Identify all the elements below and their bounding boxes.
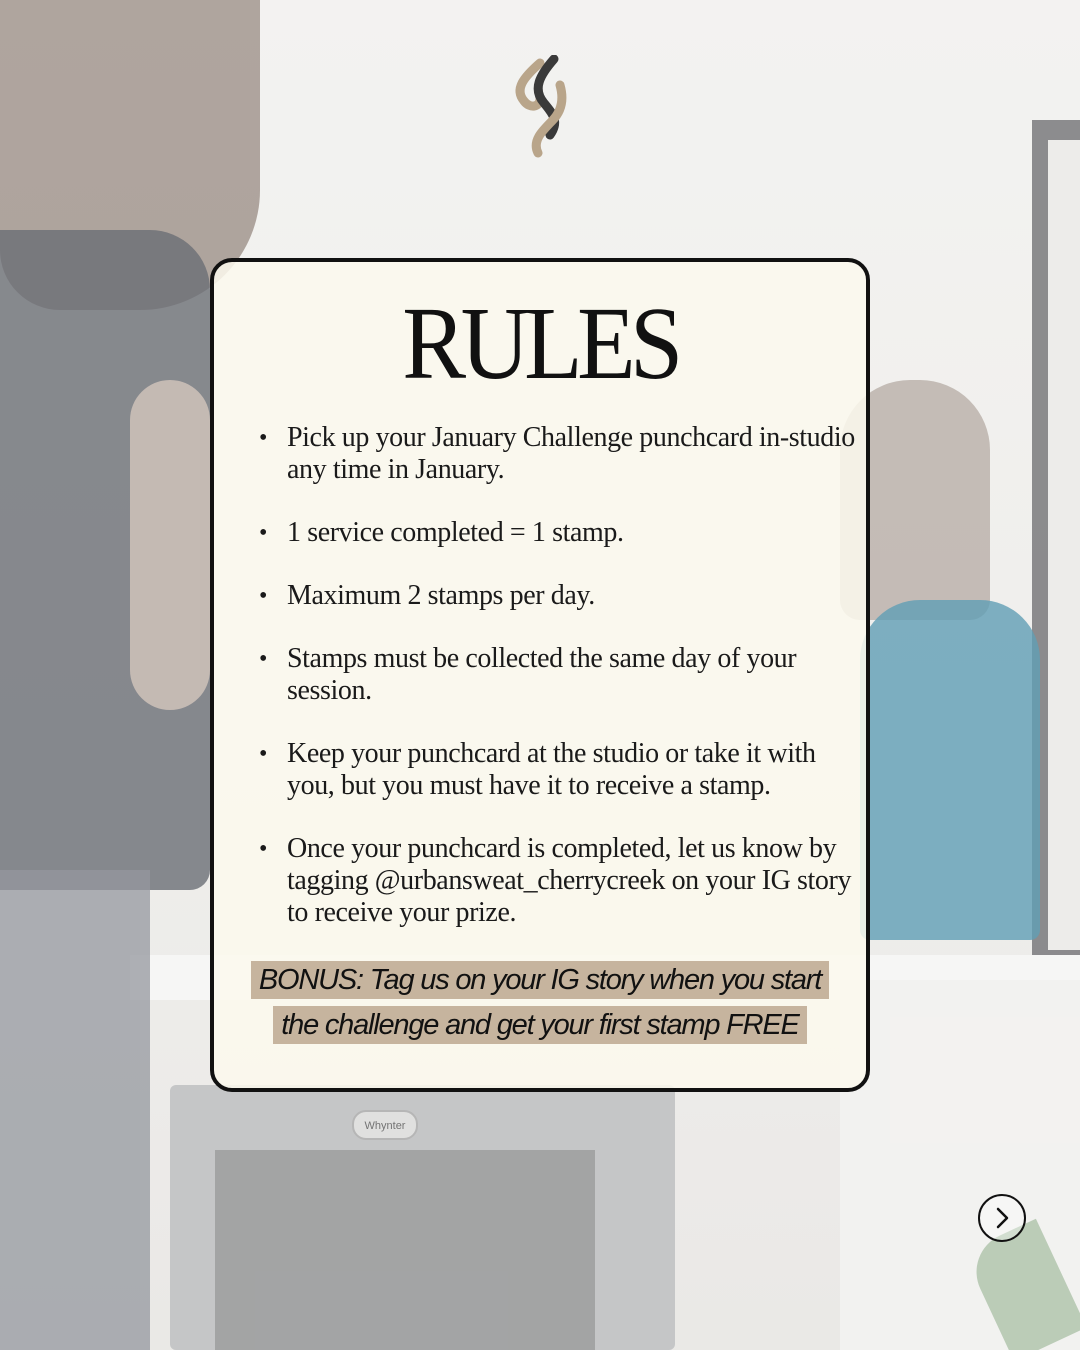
rule-item: • Pick up your January Challenge punchcard in-studio any time in January. <box>259 422 859 486</box>
rule-item: • Once your punchcard is completed, let us know by tagging @urbansweat_cherrycreek on your IG story to receive your prize. <box>259 833 859 929</box>
rules-title: RULES <box>402 286 678 401</box>
bonus-text: BONUS: Tag us on your IG story when you start the challenge and get your first stamp FREE <box>251 961 829 1044</box>
svg-text:Whynter: Whynter <box>364 1120 406 1132</box>
bonus-callout <box>238 958 842 1048</box>
brand-logo-icon <box>510 55 570 160</box>
rule-item: • Keep your punchcard at the studio or take it with you, but you must have it to receive a stamp. <box>259 738 859 802</box>
rules-card <box>210 258 870 1092</box>
rule-item: • Stamps must be collected the same day of your session. <box>259 643 859 707</box>
rule-item: • Maximum 2 stamps per day. <box>259 580 859 612</box>
next-slide-button[interactable] <box>978 1194 1026 1242</box>
chevron-right-icon <box>992 1206 1012 1230</box>
rules-list <box>259 422 859 929</box>
rule-item: • 1 service completed = 1 stamp. <box>259 517 859 549</box>
